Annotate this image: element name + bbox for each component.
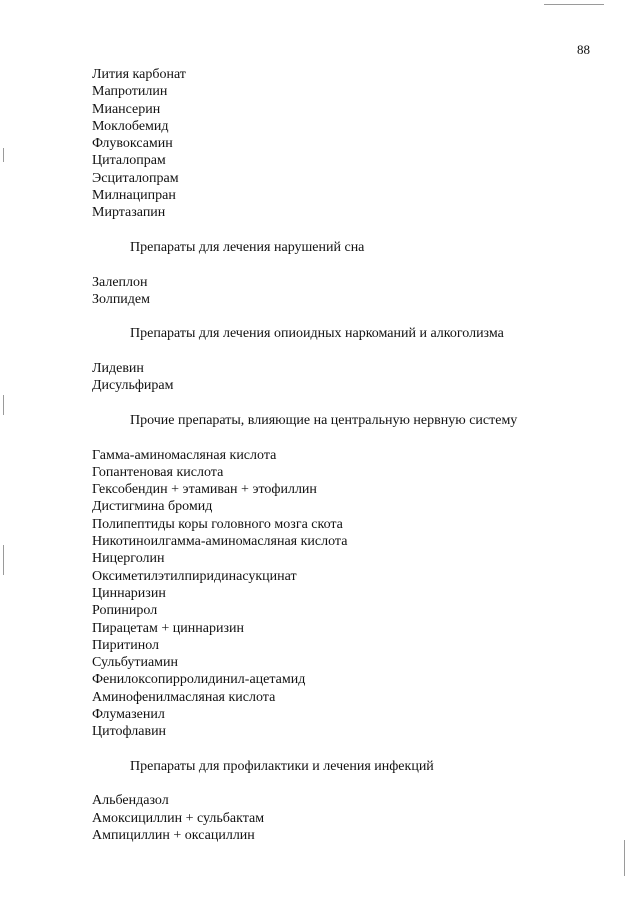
list-item: Гопантеновая кислота [92,464,224,480]
list-item: Цитофлавин [92,724,167,740]
list-item: Миансерин [92,101,161,117]
list-item: Лидевин [92,361,144,377]
list-item: Пиритинол [92,637,159,653]
section-addiction [92,325,612,394]
list-item: Оксиметилэтилпиридинасукцинат [92,568,297,584]
list-item: Мапротилин [92,84,168,100]
section-sleep-disorders [92,239,612,308]
section-heading: Препараты для лечения опиоидных наркоманий и алкоголизма [130,326,504,342]
list-item: Полипептиды коры головного мозга скота [92,516,343,532]
page-number: 88 [577,42,590,57]
list-item: Циннаризин [92,585,166,601]
list-item: Миртазапин [92,205,166,221]
scan-artifact [3,395,4,415]
section-heading: Препараты для профилактики и лечения инфекций [130,758,434,774]
list-item: Ропинирол [92,603,158,619]
list-item: Моклобемид [92,118,169,134]
list-item: Лития карбонат [92,67,186,82]
list-item: Циталопрам [92,153,166,169]
list-item: Дисульфирам [92,378,174,394]
list-item: Альбендазол [92,793,169,809]
list-item: Дистигмина бромид [92,499,213,515]
scan-artifact [624,840,625,876]
list-item: Гамма-аминомасляная кислота [92,447,277,463]
section-infections [92,758,612,844]
list-item: Никотиноилгамма-аминомасляная кислота [92,534,348,550]
list-item: Аминофенилмасляная кислота [92,689,276,705]
list-item: Флумазенил [92,706,165,722]
section-other-cns [92,412,612,741]
list-item: Золпидем [92,291,150,307]
scan-artifact [544,4,604,5]
list-item: Милнаципран [92,188,176,204]
list-item: Ампициллин + оксациллин [92,828,255,844]
list-item: Флувоксамин [92,136,173,152]
section-antidepressants [92,66,612,222]
list-item: Пирацетам + циннаризин [92,620,244,636]
list-item: Ницерголин [92,551,165,567]
list-item: Гексобендин + этамиван + этофиллин [92,482,317,498]
list-item: Амоксициллин + сульбактам [92,810,265,826]
document-body [92,66,612,844]
list-item: Залеплон [92,274,148,290]
scan-artifact [3,148,4,162]
list-item: Сульбутиамин [92,655,179,671]
scan-artifact [3,545,4,575]
list-item: Фенилоксопирролидинил-ацетамид [92,672,306,688]
list-item: Эсциталопрам [92,170,179,186]
section-heading: Прочие препараты, влияющие на центральную нервную систему [130,412,518,428]
section-heading: Препараты для лечения нарушений сна [130,239,365,255]
